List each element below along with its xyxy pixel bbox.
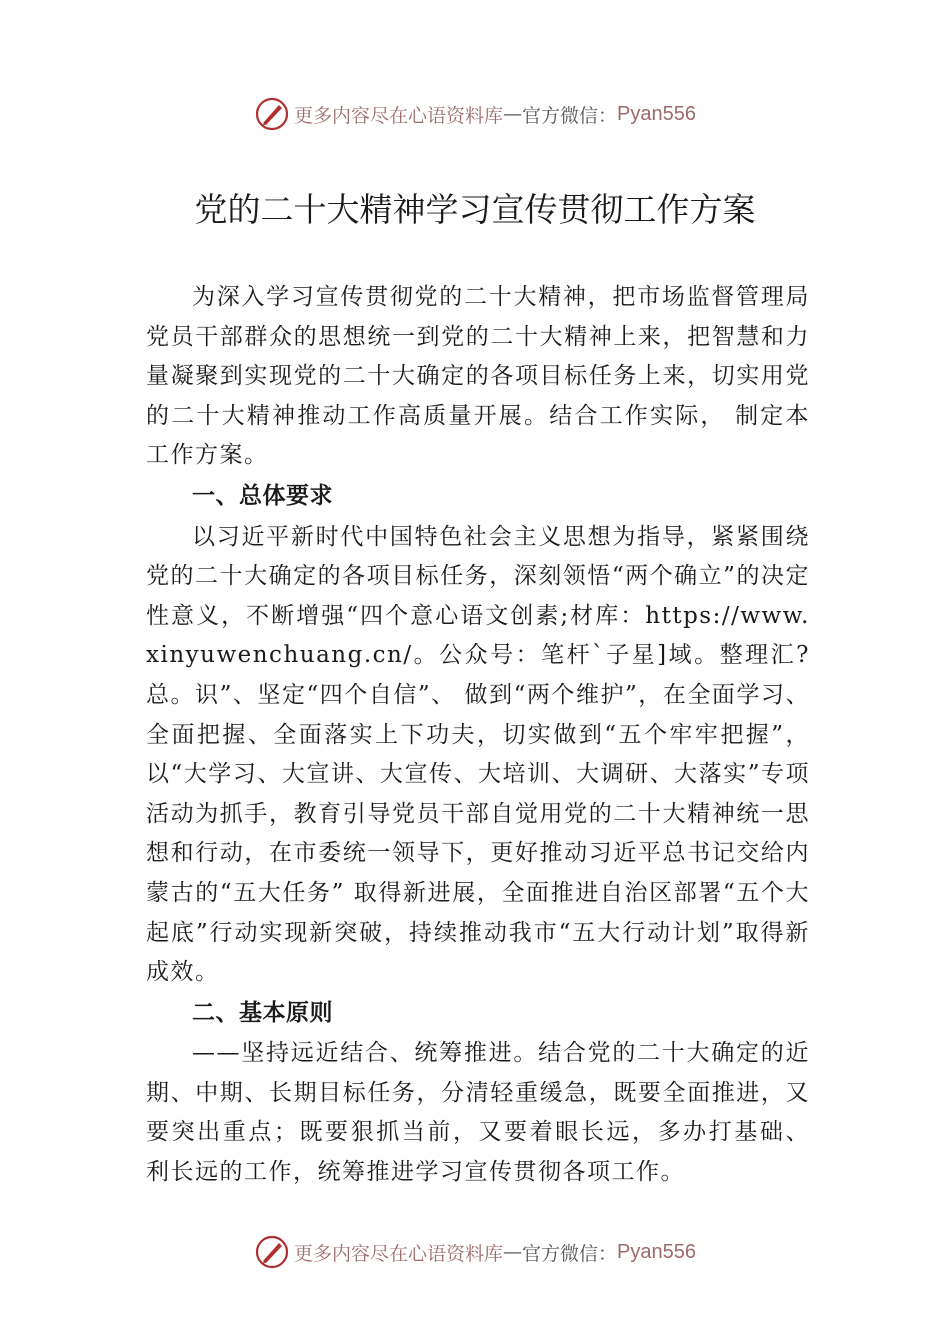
header-watermark (0, 94, 950, 134)
quill-logo-icon (254, 96, 290, 132)
watermark-wechat-id: Pyan556 (617, 102, 696, 125)
watermark-brand-text: 更多内容尽在心语资料库 (294, 1242, 504, 1265)
basic-principles-paragraph: ——坚持远近结合、统筹推进。结合党的二十大确定的近期、中期、长期目标任务，分清轻重缓急，既要全面推进，又要突出重点；既要狠抓当前，又要着眼长远，多办打基础、 利长远的工作，统筹推进学习宣传贯彻各项工作。 (146, 1040, 810, 1186)
watermark-label: 官方微信： (522, 104, 618, 127)
watermark-label: 官方微信： (522, 1242, 618, 1265)
document-title: 党的二十大精神学习宣传贯彻工作方案 (194, 190, 756, 229)
quill-logo-icon (254, 1234, 290, 1270)
watermark-dash: — (503, 103, 523, 125)
watermark-dash: — (503, 1241, 523, 1263)
general-requirements-paragraph: 以习近平新时代中国特色社会主义思想为指导，紧紧围绕党的二十大确定的各项目标任务，深刻领悟“两个确立”的决定性意义，不断增强“四个意心语文创素;材库：https://www.xinyuwenchuang.cn/。公众号：笔杆`子星]域。整理汇?总。识”、坚定“四个自信”、 做到“两个维护”，在全面学习、全面把握、全面落实上下功夫，切实做到“五个牢牢把握”，以“大学习、大宣讲、大宣传、大培训、大调研、大落实”专项活动为抓手，教育引导党员干部自觉用党的二十大精神统一思想和行动，在市委统一领导下，更好推动习近平总书记交给内蒙古的“五大任务” 取得新进展，全面推进自治区部署“五个大起底”行动实现新突破，持续推动我市“五大行动计划”取得新成效。 (146, 523, 810, 986)
section-heading-general-requirements: 一、总体要求 (192, 482, 333, 509)
watermark-brand-text: 更多内容尽在心语资料库 (294, 104, 504, 127)
footer-watermark (0, 1232, 950, 1272)
intro-paragraph: 为深入学习宣传贯彻党的二十大精神，把市场监督管理局党员干部群众的思想统一到党的二十大精神上来，把智慧和力量凝聚到实现党的二十大确定的各项目标任务上来，切实用党的二十大精神推动工作高质量开展。结合工作实际， 制定本工作方案。 (146, 284, 810, 469)
watermark-wechat-id: Pyan556 (617, 1240, 696, 1263)
document-body (146, 278, 810, 1193)
section-heading-basic-principles: 二、基本原则 (192, 999, 333, 1026)
